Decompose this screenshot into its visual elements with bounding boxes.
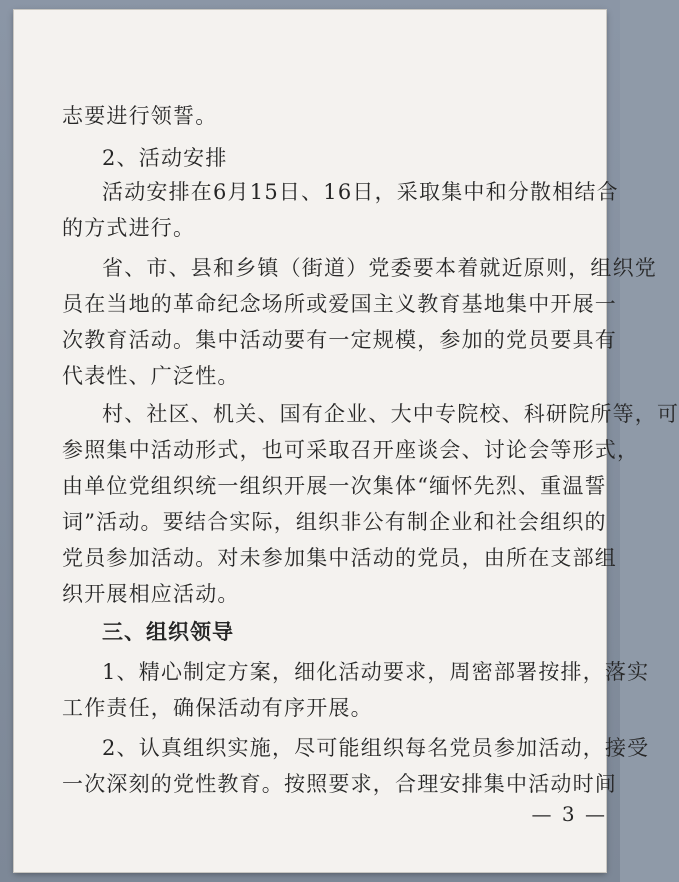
section-heading-organization: 三、组织领导 xyxy=(102,620,234,644)
paragraph-line: 党员参加活动。对未参加集中活动的党员，由所在支部组 xyxy=(62,546,617,570)
paragraph-line: 次教育活动。集中活动要有一定规模，参加的党员要具有 xyxy=(62,328,617,352)
paragraph-line: 省、市、县和乡镇（街道）党委要本着就近原则，组织党 xyxy=(102,256,657,280)
page-number: — 3 — xyxy=(531,802,607,826)
paragraph-line: 员在当地的革命纪念场所或爱国主义教育基地集中开展一 xyxy=(62,292,617,316)
paragraph-line: 的方式进行。 xyxy=(62,216,196,240)
paragraph-line: 一次深刻的党性教育。按照要求，合理安排集中活动时间 xyxy=(62,772,617,796)
paragraph-line: 词”活动。要结合实际，组织非公有制企业和社会组织的 xyxy=(62,510,607,534)
paragraph-line: 1、精心制定方案，细化活动要求，周密部署按排，落实 xyxy=(102,660,650,684)
paragraph-line: 织开展相应活动。 xyxy=(62,582,240,606)
paragraph-line: 2、认真组织实施，尽可能组织每名党员参加活动，接受 xyxy=(102,736,650,760)
paragraph-line: 由单位党组织统一组织开展一次集体“缅怀先烈、重温誓 xyxy=(62,474,607,498)
paragraph-line: 活动安排在6月15日、16日，采取集中和分散相结合 xyxy=(102,180,619,204)
paragraph-line: 参照集中活动形式，也可采取召开座谈会、讨论会等形式， xyxy=(62,438,640,462)
paragraph-line: 村、社区、机关、国有企业、大中专院校、科研院所等，可 xyxy=(102,402,679,426)
paragraph-line: 代表性、广泛性。 xyxy=(62,364,240,388)
subheading-activity-arrangement: 2、活动安排 xyxy=(102,146,228,170)
paragraph-line: 工作责任，确保活动有序开展。 xyxy=(62,696,373,720)
text-line-continuation: 志要进行领誓。 xyxy=(62,104,218,128)
